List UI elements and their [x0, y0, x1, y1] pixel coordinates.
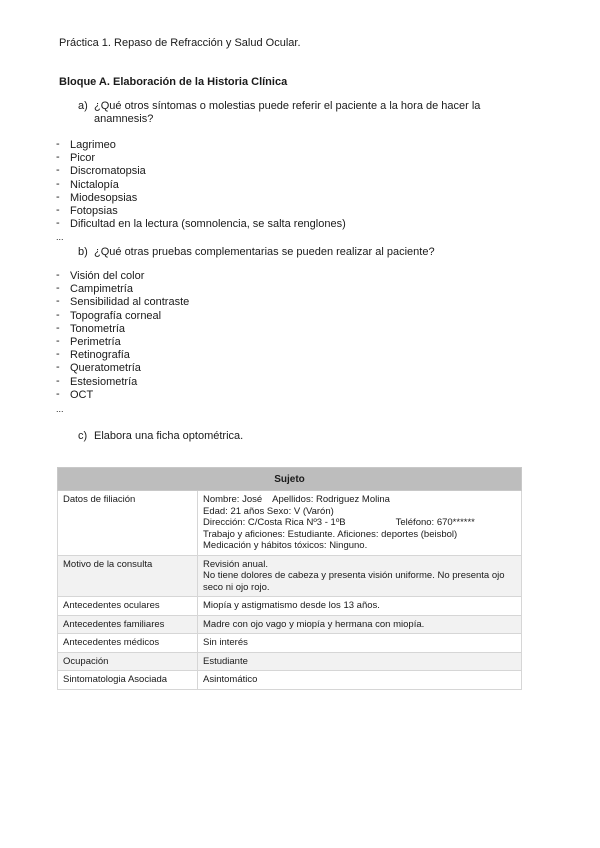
bullet-dash: - [56, 177, 60, 190]
question-c-text: Elabora una ficha optométrica. [94, 430, 244, 442]
bullet-dash: - [56, 361, 60, 374]
row-label: Ocupación [58, 652, 198, 671]
question-b-label: b) [78, 246, 88, 258]
list-item: - Fotopsias [56, 204, 118, 218]
bullet-dash: - [56, 387, 60, 400]
bullet-dash: - [56, 335, 60, 348]
edad-sexo-value: Edad: 21 años Sexo: V (Varón) [203, 505, 334, 517]
motivo-cell [198, 555, 522, 597]
list-item: - Discromatopsia [56, 164, 146, 178]
row-label: Motivo de la consulta [58, 555, 198, 597]
list-item: - Queratometría [56, 361, 141, 375]
list-item: - Nictalopía [56, 177, 119, 191]
bullet-dash: - [56, 217, 60, 230]
table-row [58, 491, 522, 556]
list-item: - Campimetría [56, 282, 133, 296]
direccion-value: Dirección: C/Costa Rica Nº3 - 1ºB [203, 517, 346, 528]
question-b-text: ¿Qué otras pruebas complementarias se pueden realizar al paciente? [94, 246, 435, 258]
row-value: Miopía y astigmatismo desde los 13 años. [198, 597, 522, 616]
bullet-dash: - [56, 269, 60, 281]
filiacion-cell [198, 491, 522, 556]
apellidos-value: Apellidos: Rodriguez Molina [272, 494, 390, 505]
optometric-record-table [57, 467, 522, 690]
bullet-dash: - [56, 308, 60, 321]
row-label: Datos de filiación [58, 491, 198, 556]
telefono-value: Teléfono: 670****** [395, 517, 475, 528]
table-row [58, 634, 522, 653]
row-label: Antecedentes familiares [58, 615, 198, 634]
question-a-text: ¿Qué otros síntomas o molestias puede referir el paciente a la hora de hacer la anamnesis? [94, 100, 481, 125]
row-value: Estudiante [198, 652, 522, 671]
question-a-label: a) [78, 100, 88, 112]
list-item: - Sensibilidad al contraste [56, 295, 190, 309]
tests-list [56, 270, 189, 402]
list-item: - Lagrimeo [56, 138, 116, 151]
row-label: Sintomatologia Asociada [58, 671, 198, 690]
table-row [58, 652, 522, 671]
list-item: - Retinografía [56, 348, 130, 362]
table-row [58, 671, 522, 690]
ellipsis-a: ... [56, 232, 64, 242]
bullet-dash: - [56, 190, 60, 203]
row-value: Asintomático [198, 671, 522, 690]
row-value: Sin interés [198, 634, 522, 653]
medicacion-value: Medicación y hábitos tóxicos: Ninguno. [203, 540, 368, 551]
motivo-line1: Revisión anual. [203, 558, 268, 570]
row-label: Antecedentes oculares [58, 597, 198, 616]
question-c-label: c) [78, 430, 88, 442]
symptoms-list [56, 139, 346, 231]
bullet-dash: - [56, 164, 60, 177]
list-item: - Picor [56, 151, 96, 165]
table-row [58, 615, 522, 634]
bullet-dash: - [56, 282, 60, 295]
bullet-dash: - [56, 295, 60, 308]
bullet-dash: - [56, 321, 60, 334]
bullet-dash: - [56, 151, 60, 164]
section-heading: Bloque A. Elaboración de la Historia Clínica [59, 76, 288, 88]
row-label: Antecedentes médicos [58, 634, 198, 653]
table-header-row [58, 468, 522, 491]
bullet-dash: - [56, 374, 60, 387]
list-item: - Visión del color [56, 269, 145, 282]
list-item: - Topografía corneal [56, 308, 162, 322]
list-item: - Estesiometría [56, 374, 138, 388]
table-row [58, 597, 522, 616]
table-row [58, 555, 522, 597]
list-item: - Perimetría [56, 335, 121, 349]
document-title: Práctica 1. Repaso de Refracción y Salud Ocular. [59, 37, 301, 49]
motivo-line2: No tiene dolores de cabeza y presenta visión uniforme. No presenta ojo seco ni ojo rojo. [203, 570, 505, 593]
ellipsis-b: ... [56, 404, 64, 414]
trabajo-value: Trabajo y aficiones: Estudiante. Aficiones: deportes (beisbol) [203, 528, 458, 540]
row-value: Madre con ojo vago y miopía y hermana con miopía. [198, 615, 522, 634]
list-item: - Dificultad en la lectura (somnolencia, se salta renglones) [56, 217, 346, 231]
bullet-dash: - [56, 138, 60, 150]
list-item: - OCT [56, 387, 94, 401]
list-item: - Miodesopsias [56, 190, 138, 204]
bullet-dash: - [56, 348, 60, 361]
list-item: - Tonometría [56, 321, 126, 335]
bullet-dash: - [56, 204, 60, 217]
nombre-value: Nombre: José [203, 494, 263, 505]
table-header: Sujeto [58, 468, 522, 491]
